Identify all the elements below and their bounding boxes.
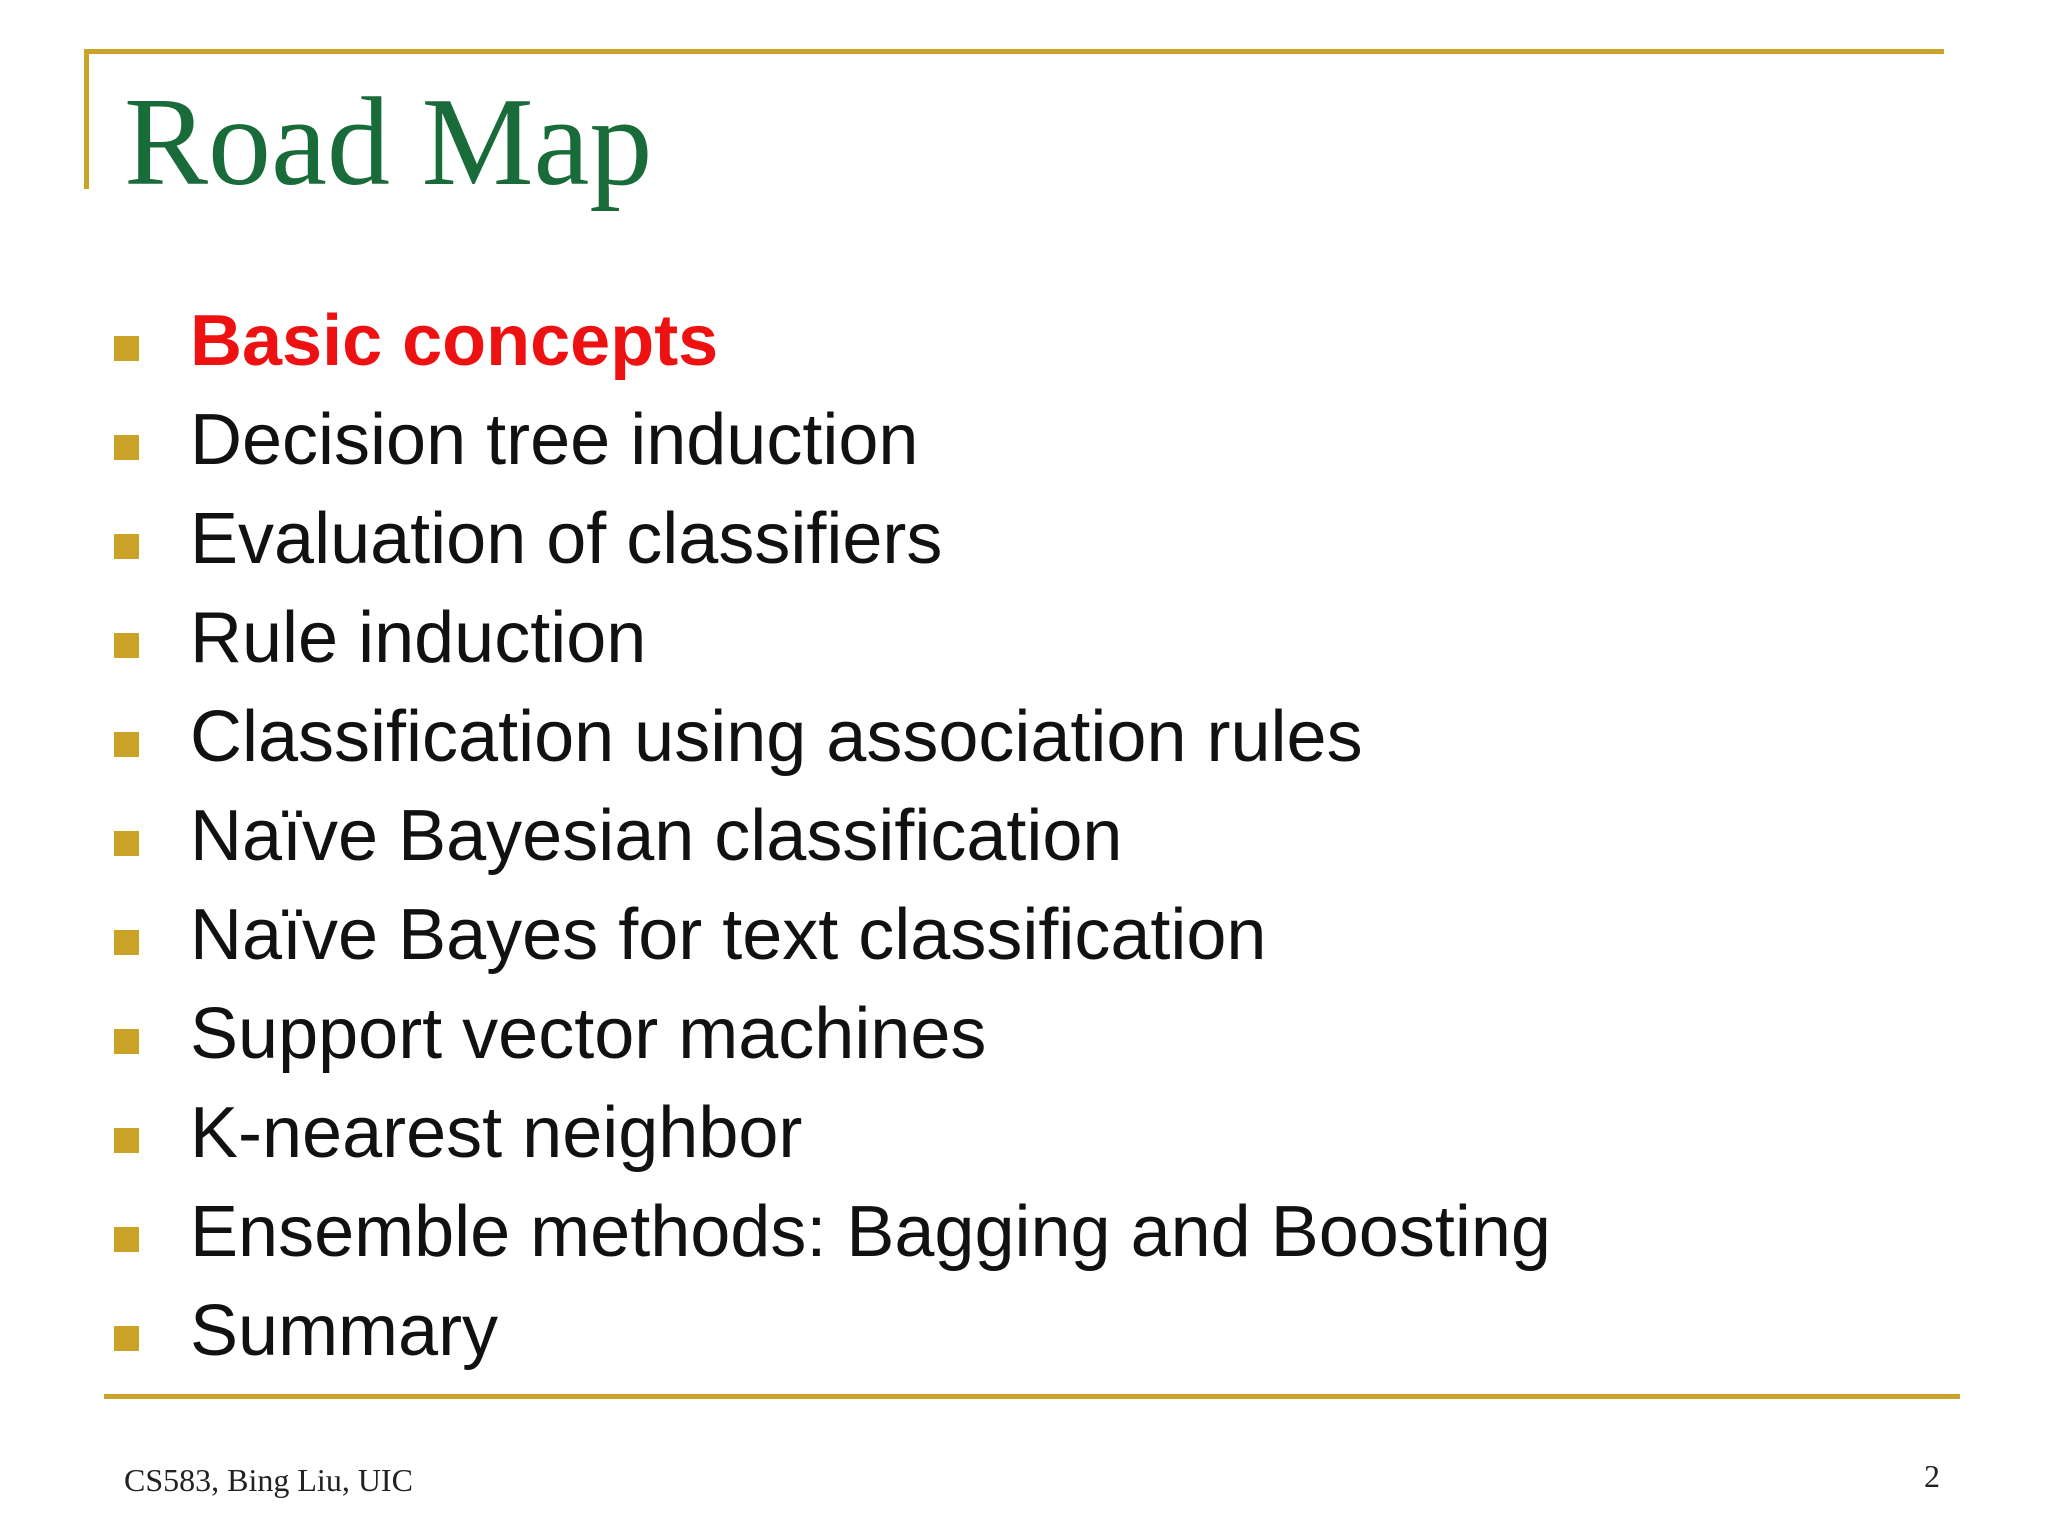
bullet-label: Support vector machines	[190, 994, 987, 1074]
bullet-label: Summary	[190, 1291, 499, 1371]
square-bullet-icon	[114, 732, 139, 757]
square-bullet-icon	[114, 1227, 139, 1252]
bottom-divider	[104, 1394, 1960, 1399]
square-bullet-icon	[114, 831, 139, 856]
bullet-item	[114, 890, 1814, 980]
bullet-label-active: Basic concepts	[190, 301, 719, 381]
bullet-label: Classification using association rules	[190, 697, 1363, 777]
footer-course: CS583, Bing Liu, UIC	[124, 1462, 413, 1498]
bullet-label: K-nearest neighbor	[190, 1093, 803, 1173]
top-divider	[84, 49, 1944, 54]
bullet-label: Rule induction	[190, 598, 647, 678]
square-bullet-icon	[114, 633, 139, 658]
slide-title: Road Map	[124, 73, 653, 212]
left-accent-bar	[84, 49, 89, 189]
bullet-item	[114, 296, 1814, 386]
bullet-label: Ensemble methods: Bagging and Boosting	[190, 1192, 1551, 1272]
square-bullet-icon	[114, 534, 139, 559]
bullet-item	[114, 1187, 1814, 1277]
bullet-item	[114, 692, 1814, 782]
bullet-label: Naïve Bayes for text classification	[190, 895, 1267, 975]
bullet-item	[114, 1286, 1814, 1376]
bullet-item	[114, 989, 1814, 1079]
square-bullet-icon	[114, 1326, 139, 1351]
square-bullet-icon	[114, 1128, 139, 1153]
square-bullet-icon	[114, 336, 139, 361]
bullet-label: Decision tree induction	[190, 400, 919, 480]
page-number: 2	[1924, 1458, 1940, 1494]
bullet-label: Naïve Bayesian classification	[190, 796, 1123, 876]
square-bullet-icon	[114, 435, 139, 460]
bullet-item	[114, 395, 1814, 485]
bullet-item	[114, 1088, 1814, 1178]
bullet-item	[114, 494, 1814, 584]
square-bullet-icon	[114, 930, 139, 955]
bullet-label: Evaluation of classifiers	[190, 499, 943, 579]
bullet-item	[114, 593, 1814, 683]
square-bullet-icon	[114, 1029, 139, 1054]
bullet-item	[114, 791, 1814, 881]
